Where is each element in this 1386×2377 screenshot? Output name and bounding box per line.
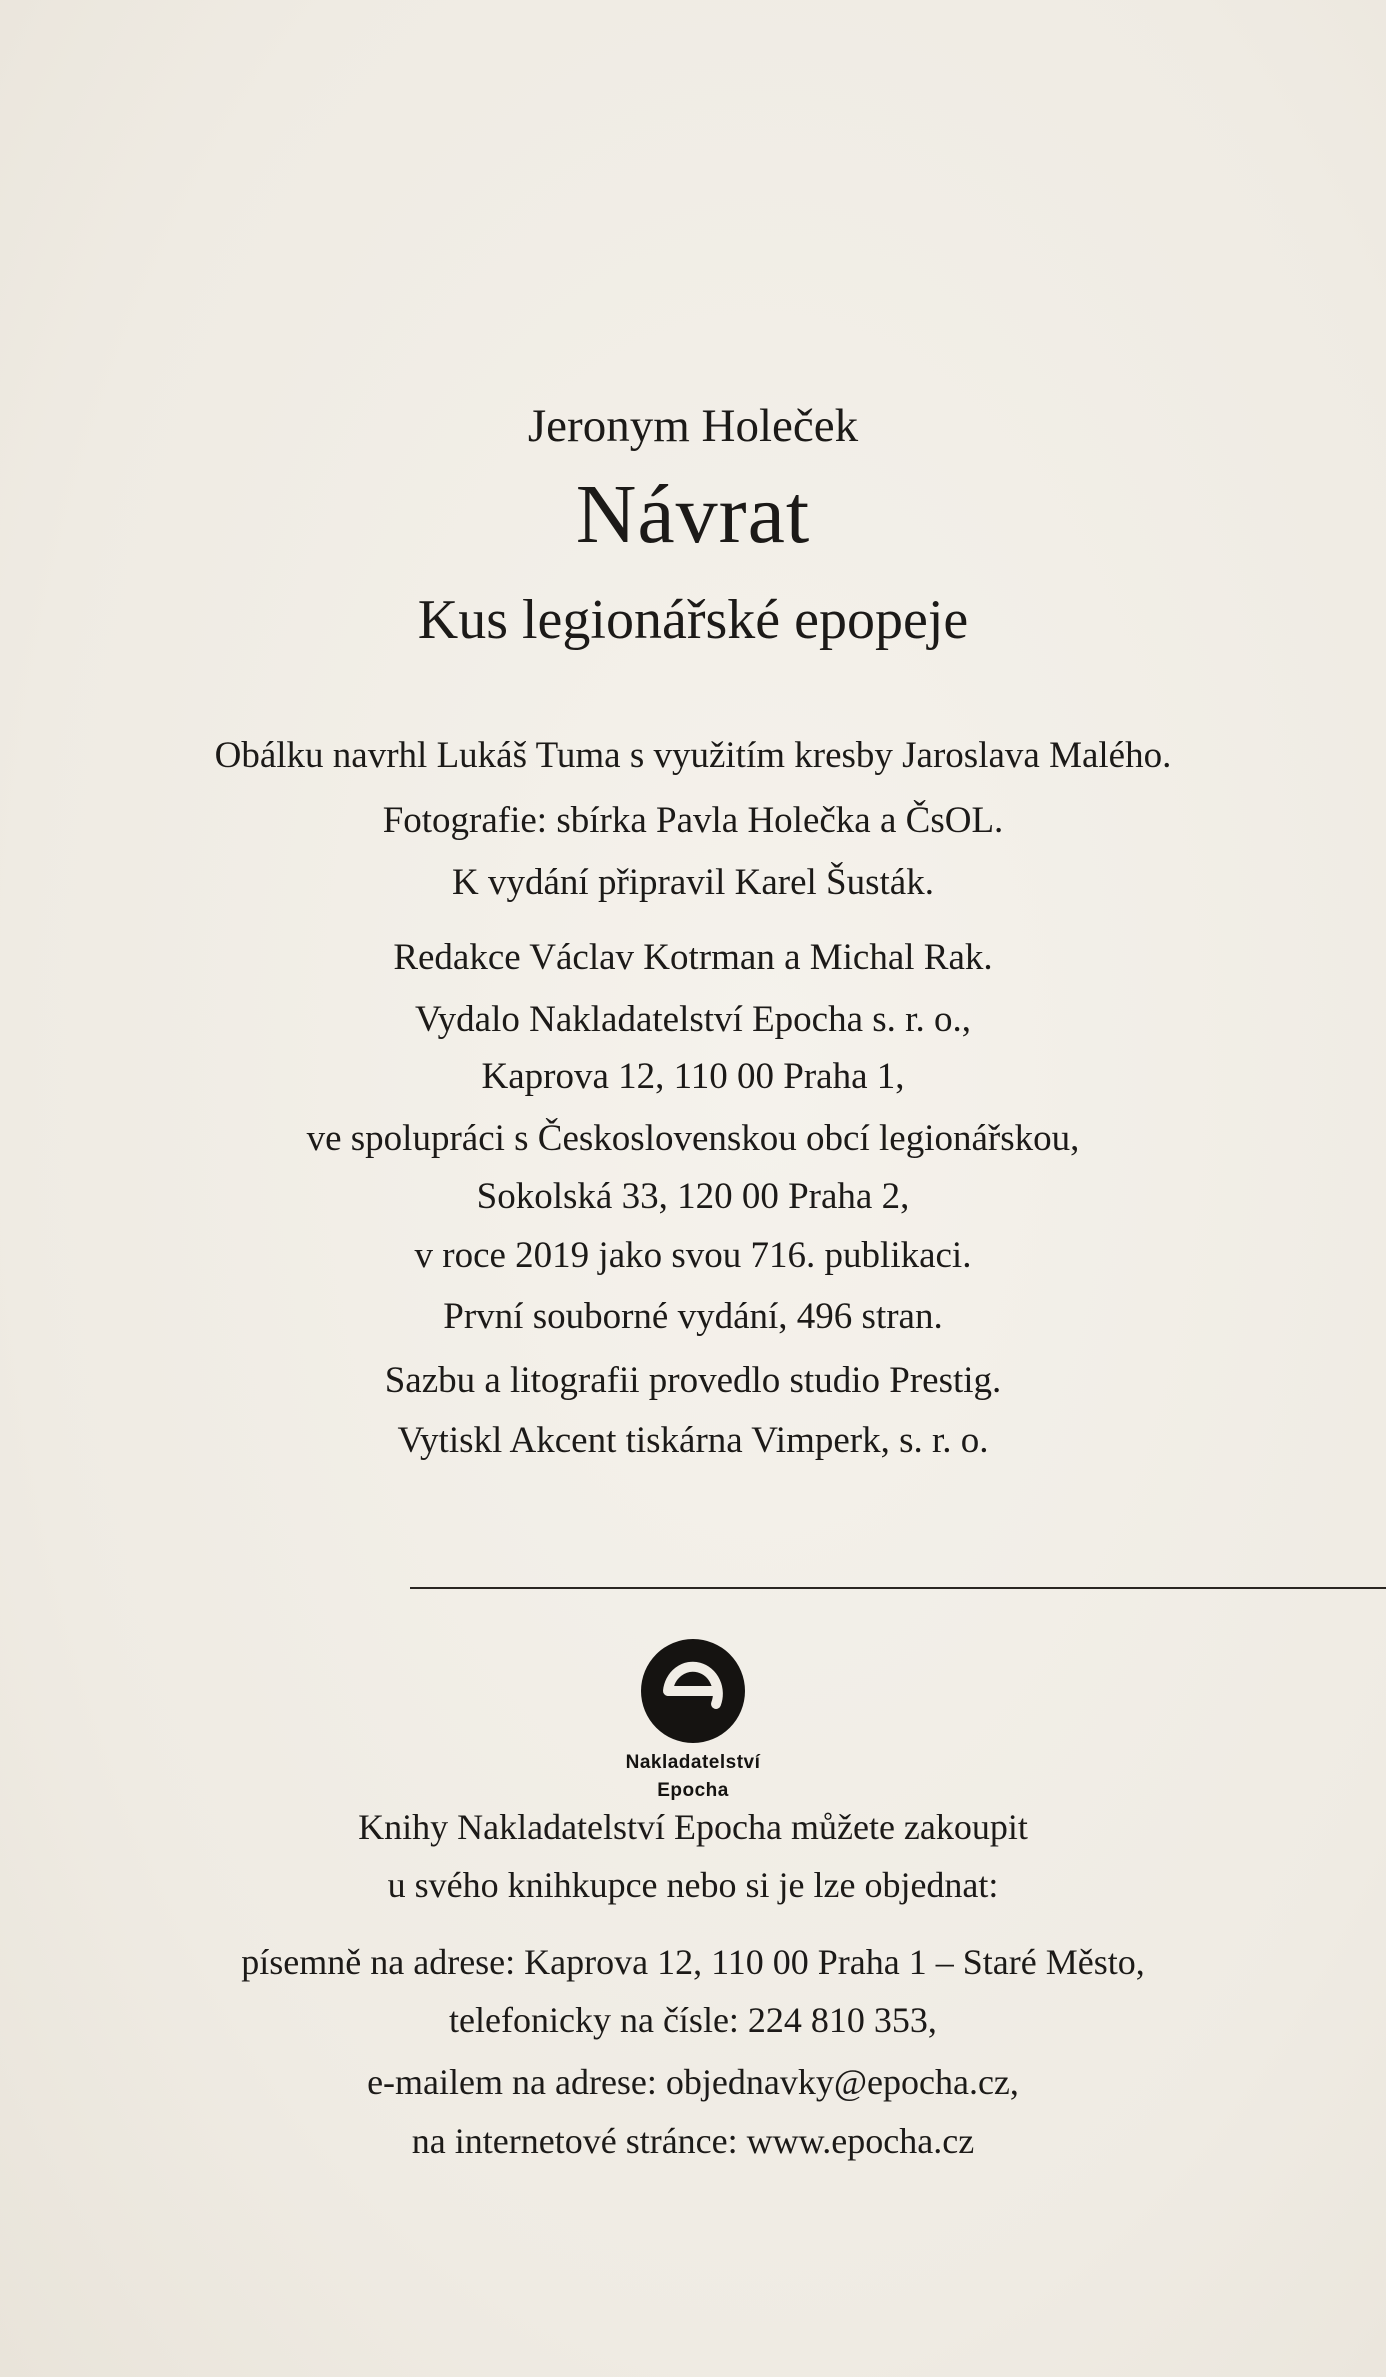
shop-info-line: e-mailem na adrese: objednavky@epocha.cz, bbox=[367, 2062, 1019, 2102]
colophon-line: Fotografie: sbírka Pavla Holečka a ČsOL. bbox=[382, 800, 1004, 841]
colophon-line: První souborné vydání, 496 stran. bbox=[443, 1296, 943, 1337]
colophon-line: Vytiskl Akcent tiskárna Vimperk, s. r. o. bbox=[397, 1420, 989, 1461]
colophon-line: Vydalo Nakladatelství Epocha s. r. o., bbox=[415, 999, 971, 1040]
colophon-line: ve spolupráci s Československou obcí legionářskou, bbox=[306, 1118, 1080, 1159]
colophon-line: Redakce Václav Kotrman a Michal Rak. bbox=[393, 937, 993, 978]
book-subtitle: Kus legionářské epopeje bbox=[417, 589, 969, 651]
publisher-logo-name: Nakladatelství bbox=[625, 1752, 761, 1773]
book-author: Jeronym Holeček bbox=[527, 400, 859, 452]
shop-info-line: telefonicky na čísle: 224 810 353, bbox=[449, 2000, 937, 2040]
publisher-logo bbox=[578, 1636, 808, 1802]
shop-info-line: Knihy Nakladatelství Epocha můžete zakoupit bbox=[358, 1807, 1028, 1847]
epocha-logo-icon bbox=[638, 1636, 748, 1746]
shop-info-line: u svého knihkupce nebo si je lze objednat: bbox=[387, 1865, 999, 1905]
horizontal-rule bbox=[410, 1587, 1386, 1589]
book-title: Návrat bbox=[575, 468, 811, 561]
publisher-logo-name: Epocha bbox=[657, 1779, 729, 1801]
shop-info-line: písemně na adrese: Kaprova 12, 110 00 Praha 1 – Staré Město, bbox=[241, 1942, 1145, 1982]
colophon-line: v roce 2019 jako svou 716. publikaci. bbox=[414, 1235, 972, 1276]
colophon-line: Obálku navrhl Lukáš Tuma s využitím kresby Jaroslava Malého. bbox=[214, 735, 1172, 776]
colophon-line: K vydání připravil Karel Šusták. bbox=[452, 862, 934, 903]
colophon-line: Sokolská 33, 120 00 Praha 2, bbox=[476, 1176, 910, 1217]
shop-info-line: na internetové stránce: www.epocha.cz bbox=[411, 2121, 975, 2161]
colophon-line: Sazbu a litografii provedlo studio Prestig. bbox=[384, 1360, 1002, 1401]
colophon-line: Kaprova 12, 110 00 Praha 1, bbox=[481, 1056, 905, 1097]
